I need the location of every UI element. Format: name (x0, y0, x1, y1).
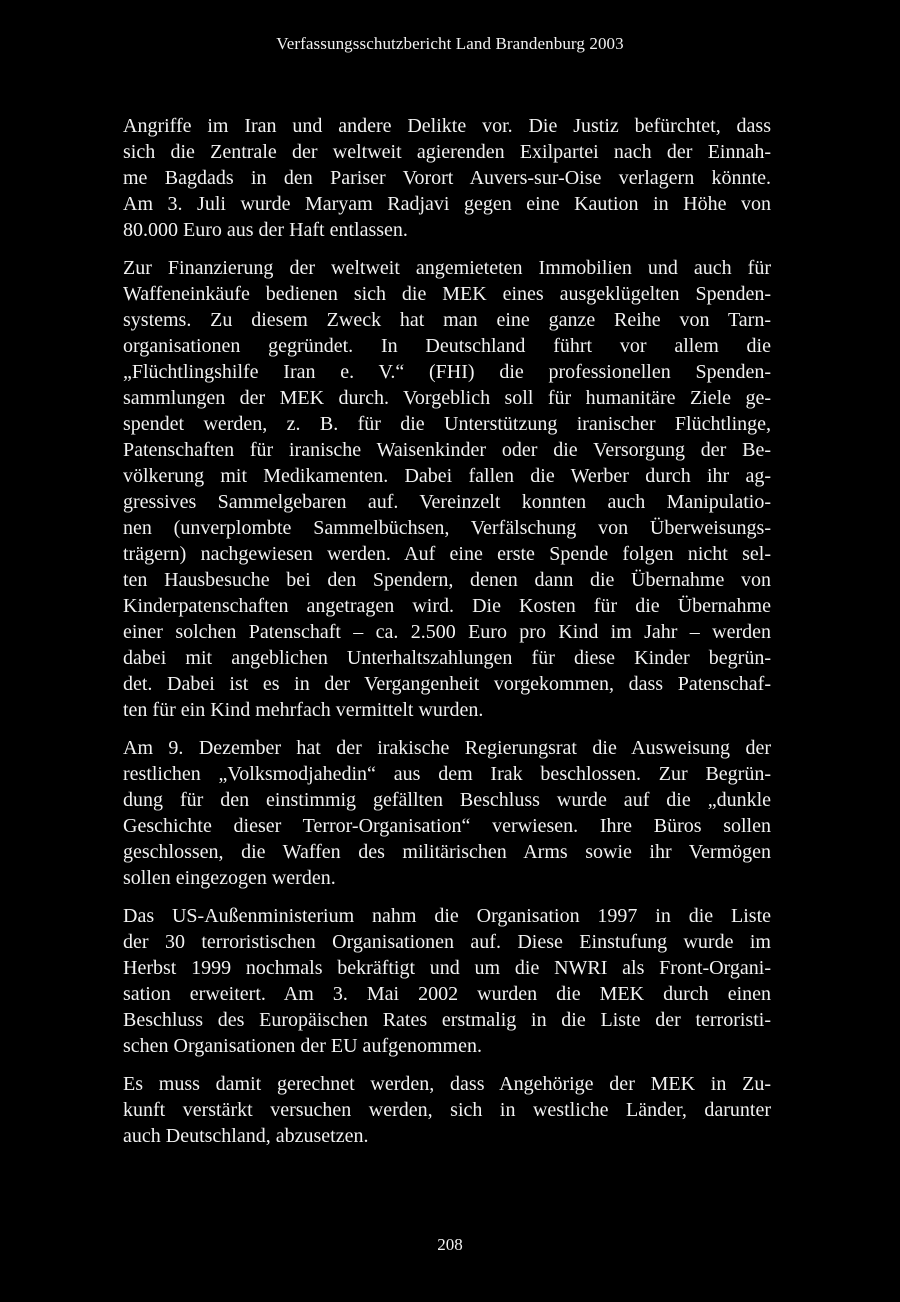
text-line: det. Dabei ist es in der Vergangenheit vorgekommen, dass Patenschaf- (123, 673, 771, 695)
text-line: Patenschaften für iranische Waisenkinder oder die Versorgung der Be- (123, 439, 771, 461)
text-line: sich die Zentrale der weltweit agierenden Exilpartei nach der Einnah- (123, 141, 771, 163)
text-line: restlichen „Volksmodjahedin“ aus dem Irak beschlossen. Zur Begrün- (123, 763, 771, 785)
text-line: systems. Zu diesem Zweck hat man eine ganze Reihe von Tarn- (123, 309, 771, 331)
text-line: Zur Finanzierung der weltweit angemieteten Immobilien und auch für (123, 257, 771, 279)
paragraph (123, 903, 771, 1059)
text-line: me Bagdads in den Pariser Vorort Auvers-sur-Oise verlagern könnte. (123, 167, 771, 189)
text-line: dung für den einstimmig gefällten Beschluss wurde auf die „dunkle (123, 789, 771, 811)
page-number: 208 (437, 1235, 463, 1254)
text-line: einer solchen Patenschaft – ca. 2.500 Euro pro Kind im Jahr – werden (123, 621, 771, 643)
text-line: gressives Sammelgebaren auf. Vereinzelt konnten auch Manipulatio- (123, 491, 771, 513)
text-line: Geschichte dieser Terror-Organisation“ verwiesen. Ihre Büros sollen (123, 815, 771, 837)
text-line: Am 3. Juli wurde Maryam Radjavi gegen eine Kaution in Höhe von (123, 193, 771, 215)
text-line: Angriffe im Iran und andere Delikte vor. Die Justiz befürchtet, dass (123, 115, 771, 137)
text-line: geschlossen, die Waffen des militärischen Arms sowie ihr Vermögen (123, 841, 771, 863)
text-line: Am 9. Dezember hat der irakische Regierungsrat die Ausweisung der (123, 737, 771, 759)
paragraph (123, 113, 771, 243)
text-line: schen Organisationen der EU aufgenommen. (123, 1035, 482, 1057)
text-line: organisationen gegründet. In Deutschland führt vor allem die (123, 335, 771, 357)
text-line: sammlungen der MEK durch. Vorgeblich soll für humanitäre Ziele ge- (123, 387, 771, 409)
text-line: Kinderpatenschaften angetragen wird. Die Kosten für die Übernahme (123, 595, 771, 617)
text-line: „Flüchtlingshilfe Iran e. V.“ (FHI) die professionellen Spenden- (123, 361, 771, 383)
paragraph (123, 735, 771, 891)
text-line: kunft verstärkt versuchen werden, sich in westliche Länder, darunter (123, 1099, 771, 1121)
text-line: Beschluss des Europäischen Rates erstmalig in die Liste der terroristi- (123, 1009, 771, 1031)
text-line: der 30 terroristischen Organisationen auf. Diese Einstufung wurde im (123, 931, 771, 953)
document-body (123, 113, 771, 1161)
text-line: Es muss damit gerechnet werden, dass Angehörige der MEK in Zu- (123, 1073, 771, 1095)
text-line: Das US-Außenministerium nahm die Organisation 1997 in die Liste (123, 905, 771, 927)
text-line: ten für ein Kind mehrfach vermittelt wurden. (123, 699, 484, 721)
text-line: Waffeneinkäufe bedienen sich die MEK eines ausgeklügelten Spenden- (123, 283, 771, 305)
text-line: ten Hausbesuche bei den Spendern, denen dann die Übernahme von (123, 569, 771, 591)
text-line: Herbst 1999 nochmals bekräftigt und um die NWRI als Front-Organi- (123, 957, 771, 979)
text-line: völkerung mit Medikamenten. Dabei fallen die Werber durch ihr ag- (123, 465, 771, 487)
text-line: sation erweitert. Am 3. Mai 2002 wurden die MEK durch einen (123, 983, 771, 1005)
paragraph (123, 255, 771, 723)
text-line: dabei mit angeblichen Unterhaltszahlungen für diese Kinder begrün- (123, 647, 771, 669)
text-line: sollen eingezogen werden. (123, 867, 336, 889)
text-line: trägern) nachgewiesen werden. Auf eine erste Spende folgen nicht sel- (123, 543, 771, 565)
text-line: nen (unverplombte Sammelbüchsen, Verfälschung von Überweisungs- (123, 517, 771, 539)
text-line: auch Deutschland, abzusetzen. (123, 1125, 369, 1147)
running-header: Verfassungsschutzbericht Land Brandenburg 2003 (276, 34, 624, 53)
paragraph (123, 1071, 771, 1149)
text-line: spendet werden, z. B. für die Unterstützung iranischer Flüchtlinge, (123, 413, 771, 435)
text-line: 80.000 Euro aus der Haft entlassen. (123, 219, 408, 241)
